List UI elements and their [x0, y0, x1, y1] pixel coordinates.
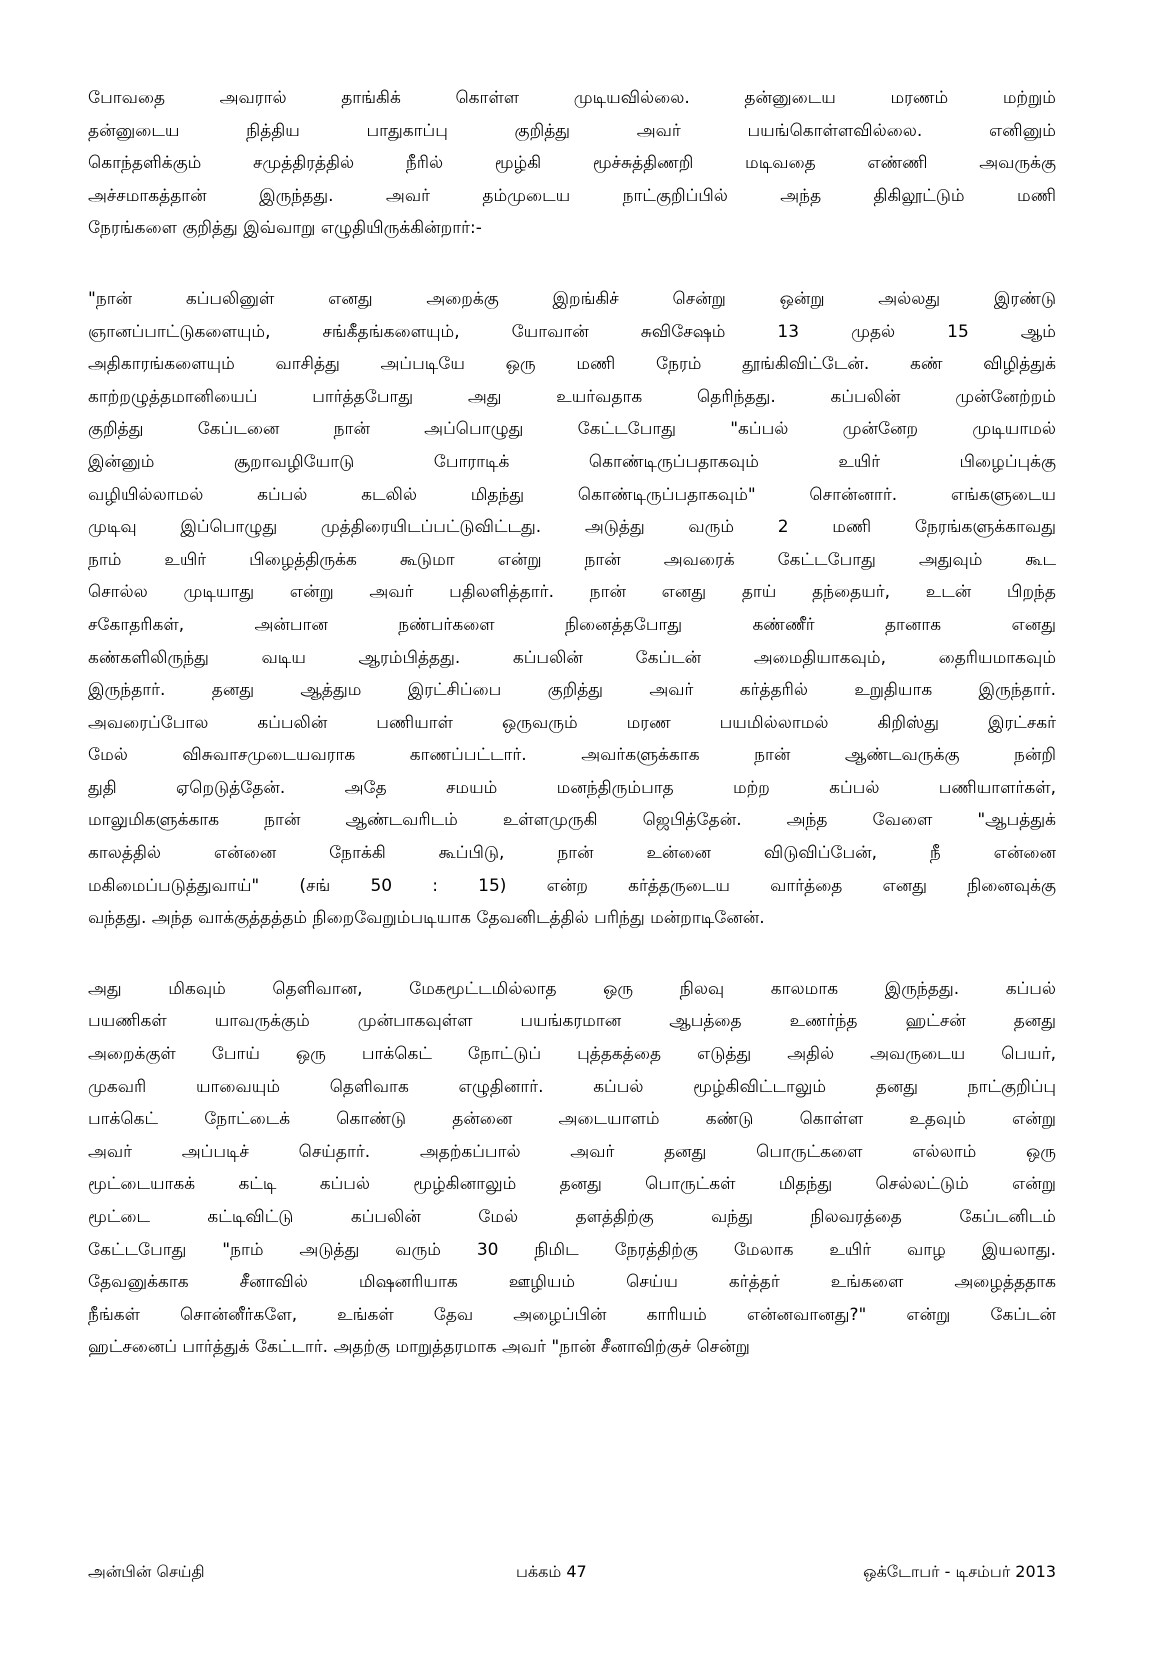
page-footer [88, 1562, 1056, 1592]
paragraph-1 [88, 82, 1056, 245]
paragraph-gap [88, 935, 1056, 973]
text-line: அது மிகவும் தெளிவான, மேகமூட்டமில்லாத ஒரு நிலவு காலமாக இருந்தது. கப்பல் [88, 978, 1056, 999]
text-line: போவதை அவரால் தாங்கிக் கொள்ள முடியவில்லை. தன்னுடைய மரணம் மற்றும் [88, 88, 1056, 108]
text-line: மகிமைப்படுத்துவாய்" (சங் 50 : 15) என்ற கர்த்தருடைய வார்த்தை எனது நினைவுக்கு [88, 875, 1056, 896]
text-line: நீங்கள் சொன்னீர்களே, உங்கள் தேவ அழைப்பின் காரியம் என்னவானது?" என்று கேப்டன் [88, 1304, 1056, 1325]
text-line: ஹட்சனைப் பார்த்துக் கேட்டார். அதற்கு மாறுத்தரமாக அவர் "நான் சீனாவிற்குச் சென்று [88, 1337, 750, 1358]
page-number: பக்கம் 47 [516, 1562, 587, 1581]
paragraph-2 [88, 283, 1056, 935]
text-line: பாக்கெட் நோட்டைக் கொண்டு தன்னை அடையாளம் கண்டு கொள்ள உதவும் என்று [88, 1109, 1056, 1130]
text-line: அறைக்குள் போய் ஒரு பாக்கெட் நோட்டுப் புத்தகத்தை எடுத்து அதில் அவருடைய பெயர், [88, 1044, 1056, 1065]
text-line: மேல் விசுவாசமுடையவராக காணப்பட்டார். அவர்களுக்காக நான் ஆண்டவருக்கு நன்றி [88, 745, 1056, 766]
text-line: தன்னுடைய நித்திய பாதுகாப்பு குறித்து அவர் பயங்கொள்ளவில்லை. எனினும் [88, 120, 1056, 141]
text-line: காற்றழுத்தமானியைப் பார்த்தபோது அது உயர்வதாக தெரிந்தது. கப்பலின் முன்னேற்றம் [88, 386, 1056, 407]
text-line: ஞானப்பாட்டுகளையும், சங்கீதங்களையும், யோவான் சுவிசேஷம் 13 முதல் 15 ஆம் [88, 321, 1056, 342]
text-line: "நான் கப்பலினுள் எனது அறைக்கு இறங்கிச் சென்று ஒன்று அல்லது இரண்டு [88, 288, 1056, 309]
text-line: அச்சமாகத்தான் இருந்தது. அவர் தம்முடைய நாட்குறிப்பில் அந்த திகிலூட்டும் மணி [88, 185, 1056, 206]
publication-name: அன்பின் செய்தி [88, 1562, 205, 1581]
text-line: கண்களிலிருந்து வடிய ஆரம்பித்தது. கப்பலின் கேப்டன் அமைதியாகவும், தைரியமாகவும் [88, 647, 1056, 668]
text-line: நாம் உயிர் பிழைத்திருக்க கூடுமா என்று நான் அவரைக் கேட்டபோது அதுவும் கூட [88, 549, 1056, 570]
text-line: குறித்து கேப்டனை நான் அப்பொழுது கேட்டபோது "கப்பல் முன்னேற முடியாமல் [88, 419, 1056, 440]
text-line: வந்தது. அந்த வாக்குத்தத்தம் நிறைவேறும்படியாக தேவனிடத்தில் பரிந்து மன்றாடினேன். [88, 908, 765, 929]
paragraph-gap [88, 245, 1056, 283]
text-line: இருந்தார். தனது ஆத்தும இரட்சிப்பை குறித்து அவர் கர்த்தரில் உறுதியாக இருந்தார். [88, 680, 1056, 701]
text-line: நேரங்களை குறித்து இவ்வாறு எழுதியிருக்கின்றார்:- [88, 218, 482, 239]
text-line: தேவனுக்காக சீனாவில் மிஷனரியாக ஊழியம் செய்ய கர்த்தர் உங்களை அழைத்ததாக [88, 1272, 1056, 1293]
text-line: மாலுமிகளுக்காக நான் ஆண்டவரிடம் உள்ளமுருகி ஜெபித்தேன். அந்த வேளை "ஆபத்துக் [88, 810, 1056, 831]
text-line: துதி ஏறெடுத்தேன். அதே சமயம் மனந்திரும்பாத மற்ற கப்பல் பணியாளர்கள், [88, 777, 1056, 798]
issue-date: ஒக்டோபர் - டிசம்பர் 2013 [863, 1562, 1056, 1581]
page-body [88, 82, 1056, 1364]
text-line: சகோதரிகள், அன்பான நண்பர்களை நினைத்தபோது கண்ணீர் தானாக எனது [88, 614, 1056, 635]
paragraph-3 [88, 973, 1056, 1364]
text-line: முடிவு இப்பொழுது முத்திரையிடப்பட்டுவிட்டது. அடுத்து வரும் 2 மணி நேரங்களுக்காவது [88, 517, 1056, 538]
text-line: கொந்தளிக்கும் சமுத்திரத்தில் நீரில் மூழ்கி மூச்சுத்திணறி மடிவதை எண்ணி அவருக்கு [88, 153, 1056, 174]
text-line: மூட்டையாகக் கட்டி கப்பல் மூழ்கினாலும் தனது பொருட்கள் மிதந்து செல்லட்டும் என்று [88, 1174, 1056, 1195]
text-line: வழியில்லாமல் கப்பல் கடலில் மிதந்து கொண்டிருப்பதாகவும்" சொன்னார். எங்களுடைய [88, 484, 1056, 505]
text-line: இன்னும் சூறாவழியோடு போராடிக் கொண்டிருப்பதாகவும் உயிர் பிழைப்புக்கு [88, 451, 1056, 472]
text-line: கேட்டபோது "நாம் அடுத்து வரும் 30 நிமிட நேரத்திற்கு மேலாக உயிர் வாழ இயலாது. [88, 1239, 1056, 1260]
text-line: முகவரி யாவையும் தெளிவாக எழுதினார். கப்பல் மூழ்கிவிட்டாலும் தனது நாட்குறிப்பு [88, 1076, 1056, 1097]
text-line: மூட்டை கட்டிவிட்டு கப்பலின் மேல் தளத்திற்கு வந்து நிலவரத்தை கேப்டனிடம் [88, 1207, 1056, 1227]
text-line: சொல்ல முடியாது என்று அவர் பதிலளித்தார். நான் எனது தாய் தந்தையர், உடன் பிறந்த [88, 582, 1056, 603]
text-line: அவரைப்போல கப்பலின் பணியாள் ஒருவரும் மரண பயமில்லாமல் கிறிஸ்து இரட்சகர் [88, 712, 1056, 733]
text-line: அதிகாரங்களையும் வாசித்து அப்படியே ஒரு மணி நேரம் தூங்கிவிட்டேன். கண் விழித்துக் [88, 354, 1056, 375]
text-line: பயணிகள் யாவருக்கும் முன்பாகவுள்ள பயங்கரமான ஆபத்தை உணர்ந்த ஹட்சன் தனது [88, 1011, 1056, 1032]
text-line: காலத்தில் என்னை நோக்கி கூப்பிடு, நான் உன்னை விடுவிப்பேன், நீ என்னை [88, 843, 1056, 864]
text-line: அவர் அப்படிச் செய்தார். அதற்கப்பால் அவர் தனது பொருட்களை எல்லாம் ஒரு [88, 1141, 1056, 1162]
